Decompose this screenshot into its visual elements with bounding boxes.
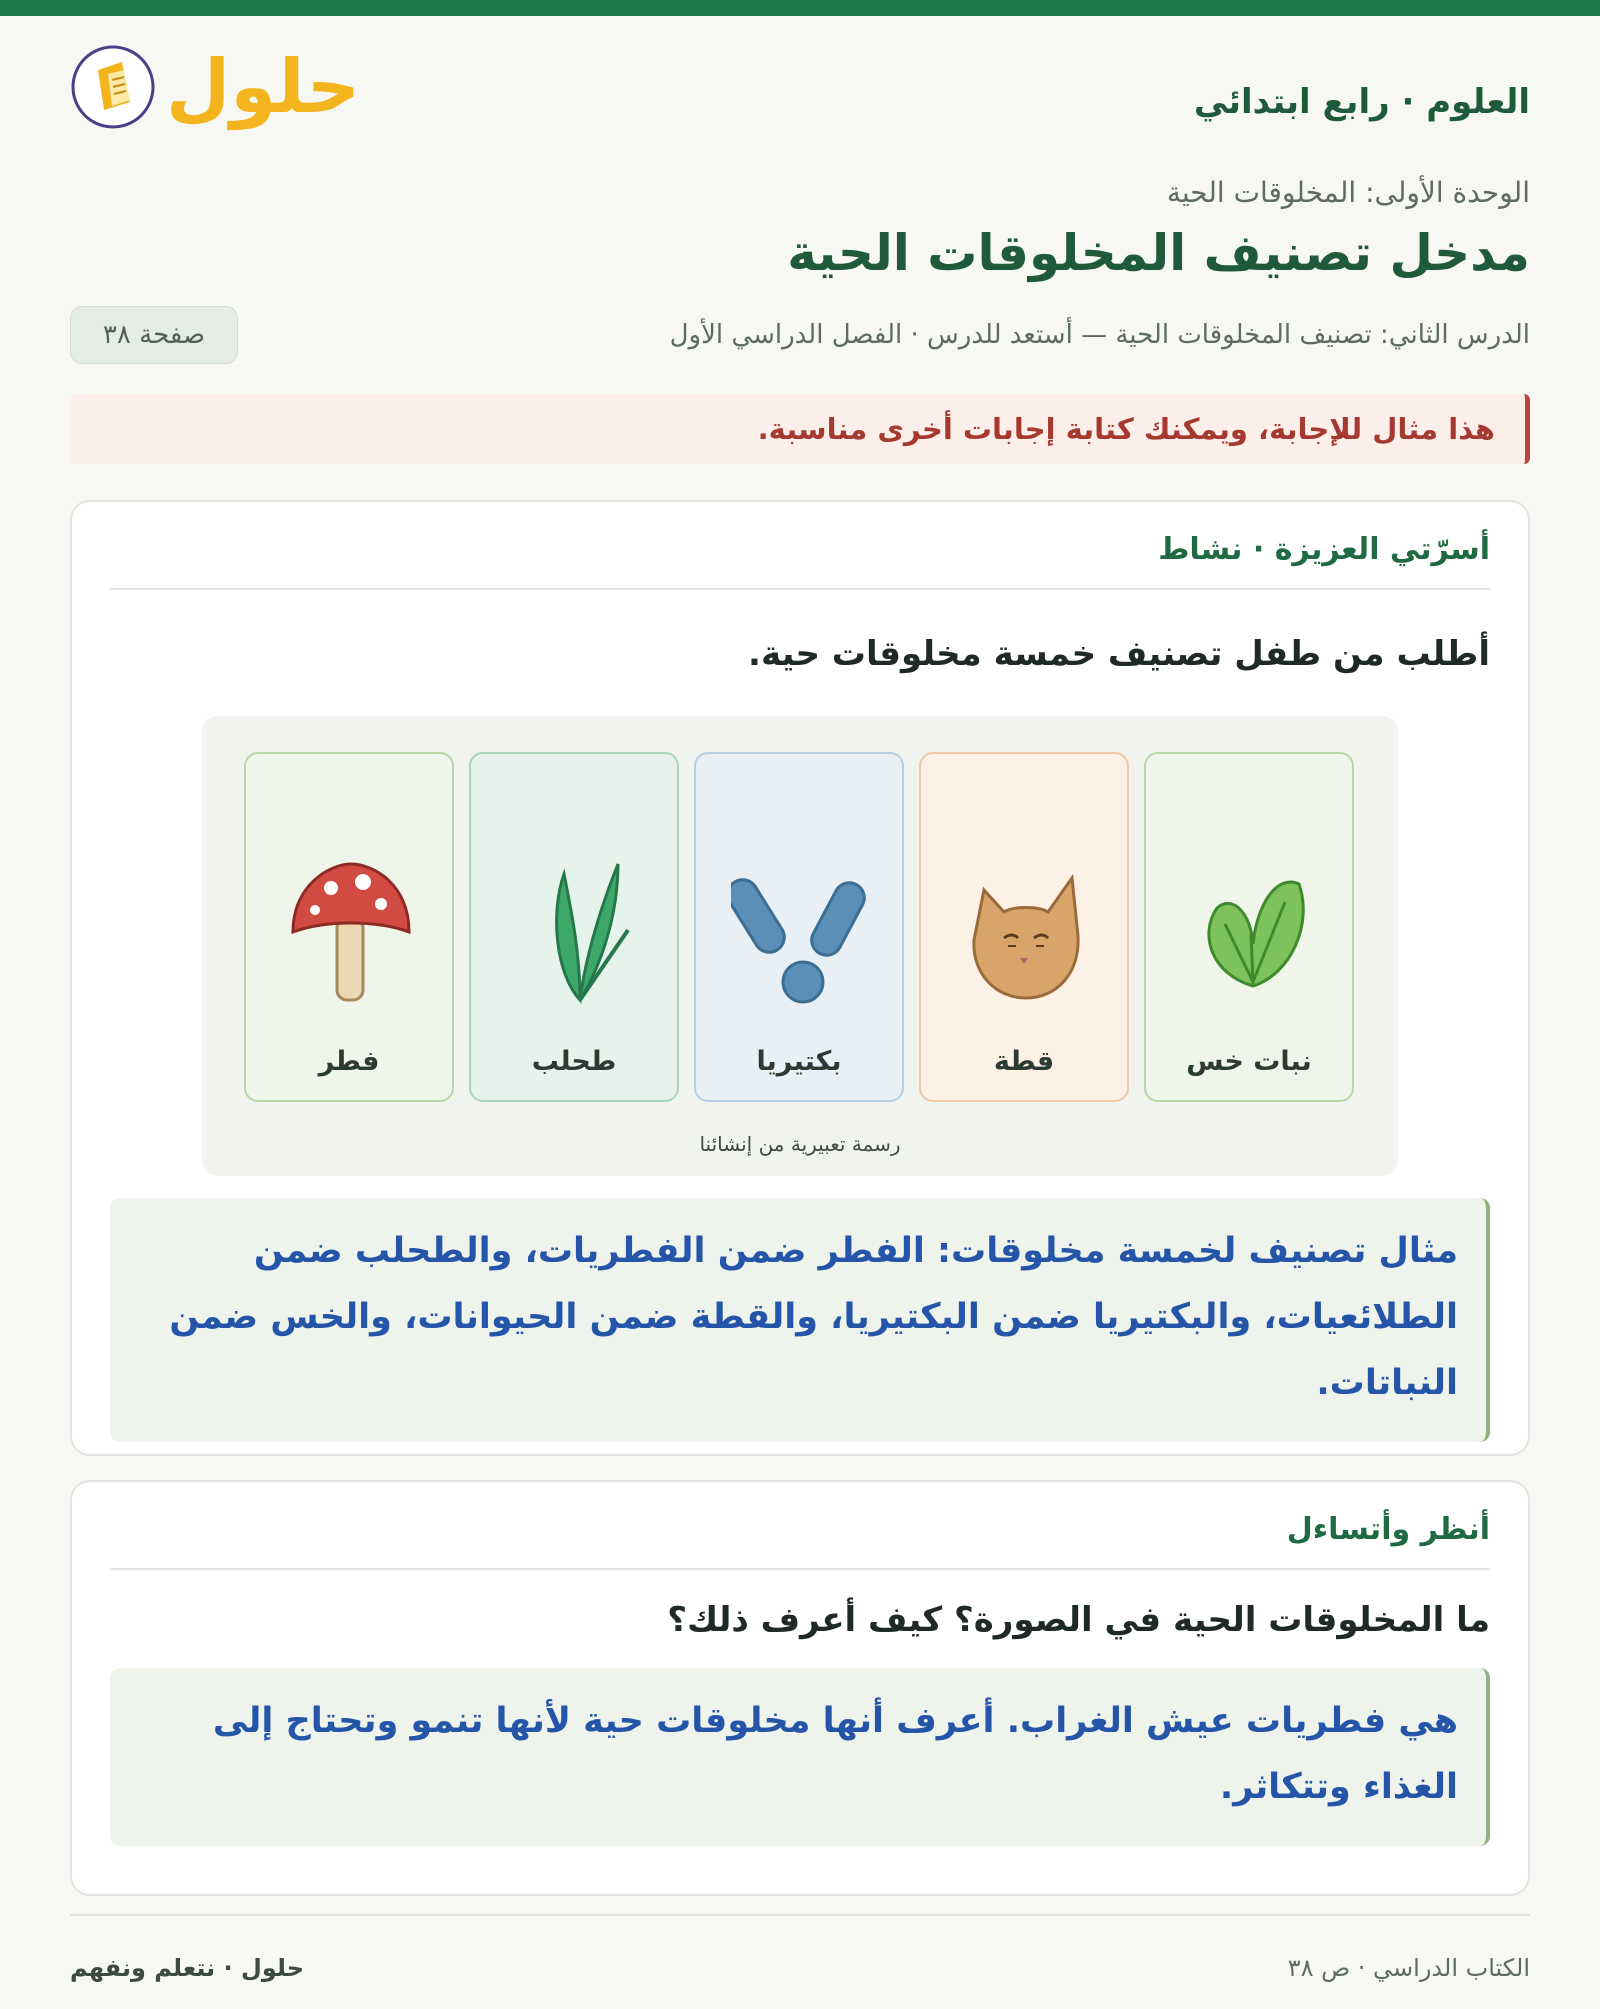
organisms-illustration xyxy=(202,716,1398,1176)
organism-tile-algae xyxy=(469,752,679,1102)
tile-label-cat: قطة xyxy=(993,1046,1055,1077)
organism-tile-cat xyxy=(919,752,1129,1102)
lettuce-icon xyxy=(1181,854,1321,1004)
page-header xyxy=(70,16,1530,378)
observe-card xyxy=(70,1480,1530,1896)
hulul-logo xyxy=(70,44,360,130)
activity-answer: مثال تصنيف لخمسة مخلوقات: الفطر ضمن الفطريات، والطحلب ضمن الطلائعيات، والبكتيريا ضمن البكتيريا، والقطة ضمن الحيوانات، والخس ضمن النباتات. xyxy=(110,1198,1490,1442)
organism-tile-lettuce xyxy=(1144,752,1354,1102)
tile-label-bacteria: بكتيريا xyxy=(756,1046,842,1077)
logo-emblem-icon xyxy=(70,44,156,130)
mushroom-icon xyxy=(281,854,421,1004)
algae-icon xyxy=(506,854,646,1004)
activity-question: أطلب من طفل تصنيف خمسة مخلوقات حية. xyxy=(748,634,1490,674)
observe-answer: هي فطريات عيش الغراب. أعرف أنها مخلوقات حية لأنها تنمو وتحتاج إلى الغذاء وتتكاثر. xyxy=(110,1668,1490,1846)
unit-label: الوحدة الأولى: المخلوقات الحية xyxy=(1166,176,1530,209)
cat-icon xyxy=(956,854,1096,1004)
tile-label-lettuce: نبات خس xyxy=(1186,1046,1312,1077)
organism-tile-bacteria xyxy=(694,752,904,1102)
observe-heading: أنظر وأتساءل xyxy=(110,1512,1490,1570)
footer-book-ref: الكتاب الدراسي · ص ٣٨ xyxy=(1287,1954,1530,1982)
page-footer xyxy=(70,1914,1530,1996)
tile-label-algae: طحلب xyxy=(531,1046,617,1077)
top-accent-bar xyxy=(0,0,1600,16)
answer-note-banner: هذا مثال للإجابة، ويمكنك كتابة إجابات أخرى مناسبة. xyxy=(70,394,1530,464)
activity-card xyxy=(70,500,1530,1456)
activity-heading: أسرّتي العزيزة · نشاط xyxy=(110,532,1490,590)
subject-title: العلوم · رابع ابتدائي xyxy=(1193,82,1530,122)
lesson-subtitle: الدرس الثاني: تصنيف المخلوقات الحية — أستعد للدرس · الفصل الدراسي الأول xyxy=(669,320,1530,350)
page xyxy=(70,16,1530,1807)
logo-wordmark: حلول xyxy=(166,44,361,130)
bacteria-icon xyxy=(731,854,871,1004)
page-title: مدخل تصنيف المخلوقات الحية xyxy=(787,224,1530,282)
organism-tile-mushroom xyxy=(244,752,454,1102)
footer-brand: حلول · نتعلم ونفهم xyxy=(70,1954,304,1982)
observe-question: ما المخلوقات الحية في الصورة؟ كيف أعرف ذلك؟ xyxy=(667,1600,1490,1640)
illustration-caption: رسمة تعبيرية من إنشائنا xyxy=(699,1132,901,1156)
tile-label-mushroom: فطر xyxy=(318,1046,380,1077)
page-number-badge: صفحة ٣٨ xyxy=(70,306,238,364)
